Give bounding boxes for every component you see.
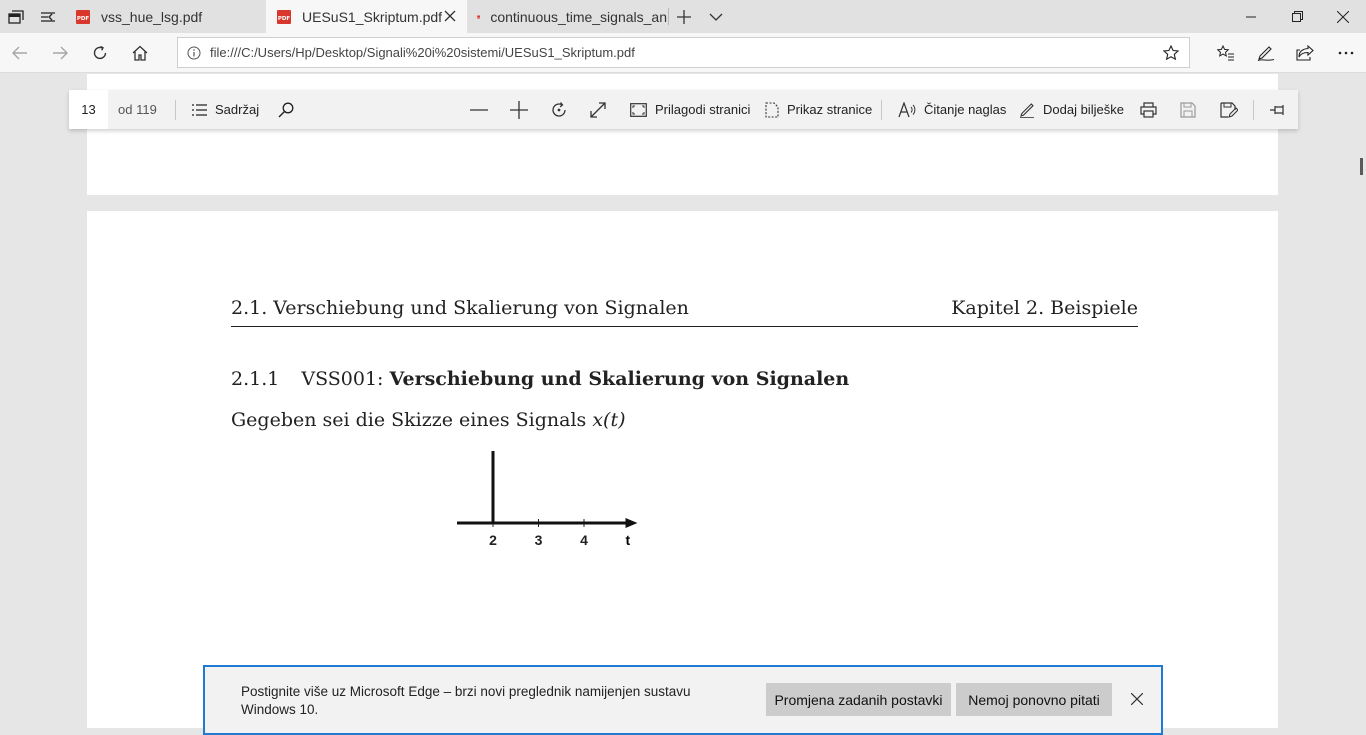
scrollbar-thumb[interactable] <box>1360 158 1363 175</box>
set-tabs-aside-icon[interactable] <box>32 0 64 33</box>
tab-vss-hue-lsg[interactable] <box>65 0 265 33</box>
x-tick-label: 3 <box>534 532 543 548</box>
toolbar-separator <box>175 100 176 120</box>
rotate-icon <box>550 101 568 119</box>
toolbar-separator <box>1253 100 1254 120</box>
pdf-file-icon <box>477 9 480 25</box>
read-aloud-label: Čitanje naglas <box>924 102 1007 117</box>
tab-label: vss_hue_lsg.pdf <box>101 8 203 25</box>
rotate-button[interactable] <box>550 90 576 129</box>
list-icon <box>192 104 207 116</box>
zoom-out-button[interactable] <box>470 90 496 129</box>
favorite-star-icon[interactable] <box>1163 45 1179 61</box>
zoom-in-icon <box>510 101 528 119</box>
pdf-file-icon <box>75 9 91 25</box>
close-window-icon[interactable] <box>1320 0 1366 33</box>
contents-button[interactable] <box>192 90 259 129</box>
svg-text:PDF: PDF <box>76 15 90 22</box>
address-bar[interactable] <box>177 37 1190 68</box>
page-number-input[interactable] <box>69 90 108 129</box>
close-tab-icon[interactable] <box>443 9 457 23</box>
save-as-icon <box>1220 102 1238 118</box>
pdf-file-icon <box>276 9 292 25</box>
home-icon[interactable] <box>120 33 160 73</box>
edge-notification-bar <box>203 665 1163 735</box>
x-tick-label: 4 <box>580 532 588 548</box>
favorites-list-icon[interactable] <box>1206 33 1246 73</box>
svg-text:PDF: PDF <box>277 15 291 22</box>
section-number: 2.1.1 <box>231 368 280 390</box>
tab-continuous-time-signals[interactable] <box>467 0 667 33</box>
save-as-button[interactable] <box>1220 90 1246 129</box>
pen-notes-icon[interactable] <box>1246 33 1286 73</box>
contents-label: Sadržaj <box>215 102 260 117</box>
header-rule <box>231 326 1138 327</box>
running-header-left: 2.1. Verschiebung und Skalierung von Signalen <box>231 297 689 319</box>
refresh-icon[interactable] <box>80 33 120 73</box>
running-header-right: Kapitel 2. Beispiele <box>951 297 1138 319</box>
x-axis-label: t <box>625 532 631 548</box>
tab-label: continuous_time_signals_an <box>490 8 667 25</box>
save-icon <box>1180 102 1196 118</box>
fit-page-label: Prilagodi stranici <box>655 102 751 117</box>
pin-toolbar-button[interactable] <box>1270 90 1294 129</box>
fit-page-button[interactable] <box>630 90 750 129</box>
print-button[interactable] <box>1140 90 1165 129</box>
pdf-toolbar <box>69 90 1298 129</box>
add-notes-button[interactable] <box>1019 90 1124 129</box>
restore-window-icon[interactable] <box>1274 0 1320 33</box>
toolbar-separator <box>881 100 882 120</box>
tab-strip <box>0 0 1366 33</box>
zoom-in-button[interactable] <box>510 90 536 129</box>
back-arrow-icon[interactable] <box>0 33 40 73</box>
pin-icon <box>1270 104 1286 116</box>
page-view-button[interactable] <box>765 90 872 129</box>
add-notes-label: Dodaj bilješke <box>1043 102 1124 117</box>
close-notification-icon[interactable] <box>1131 693 1143 705</box>
expand-icon <box>590 102 606 118</box>
fit-page-icon <box>630 103 647 117</box>
save-button[interactable] <box>1180 90 1204 129</box>
minimize-window-icon[interactable] <box>1228 0 1274 33</box>
more-options-icon[interactable] <box>1326 33 1366 73</box>
tab-label: UESuS1_Skriptum.pdf <box>302 8 443 25</box>
zoom-out-icon <box>470 109 488 111</box>
notification-message: Postignite više uz Microsoft Edge – brzi novi preglednik namijenjen sustavu Windows 10. <box>241 684 691 717</box>
forward-arrow-icon[interactable] <box>40 33 80 73</box>
address-url[interactable]: file:///C:/Users/Hp/Desktop/Signali%20i%20sistemi/UESuS1_Skriptum.pdf <box>210 45 635 60</box>
fullscreen-button[interactable] <box>590 90 614 129</box>
find-button[interactable] <box>278 90 302 129</box>
dont-ask-again-button[interactable]: Nemoj ponovno pitati <box>956 683 1112 716</box>
x-tick-label: 2 <box>489 532 497 548</box>
navigation-bar <box>0 33 1366 73</box>
tab-actions-icon[interactable] <box>0 0 32 33</box>
search-icon <box>278 102 294 118</box>
svg-text:PDF: PDF <box>477 17 480 19</box>
change-defaults-button[interactable]: Promjena zadanih postavki <box>766 683 951 716</box>
new-tab-icon[interactable] <box>668 0 700 33</box>
read-aloud-icon <box>898 102 916 118</box>
current-page[interactable]: 13 <box>81 102 96 117</box>
section-heading <box>231 368 849 390</box>
print-icon <box>1140 102 1157 118</box>
pdf-page <box>87 211 1278 728</box>
share-icon[interactable] <box>1285 33 1325 73</box>
intro-math: x(t) <box>592 409 626 431</box>
read-aloud-button[interactable] <box>898 90 1006 129</box>
section-code: VSS001: <box>301 368 384 390</box>
intro-paragraph <box>231 409 626 431</box>
tab-uesus1-skriptum[interactable] <box>266 0 467 33</box>
page-view-icon <box>765 102 779 118</box>
site-info-icon[interactable] <box>178 46 210 60</box>
page-view-label: Prikaz stranice <box>787 102 873 117</box>
section-title: Verschiebung und Skalierung von Signalen <box>389 368 850 390</box>
pen-icon <box>1019 102 1035 118</box>
tab-preview-chevron-icon[interactable] <box>700 0 732 33</box>
page-total: od 119 <box>118 102 157 117</box>
intro-text: Gegeben sei die Skizze eines Signals <box>231 409 587 431</box>
pdf-viewer[interactable] <box>0 74 1366 728</box>
